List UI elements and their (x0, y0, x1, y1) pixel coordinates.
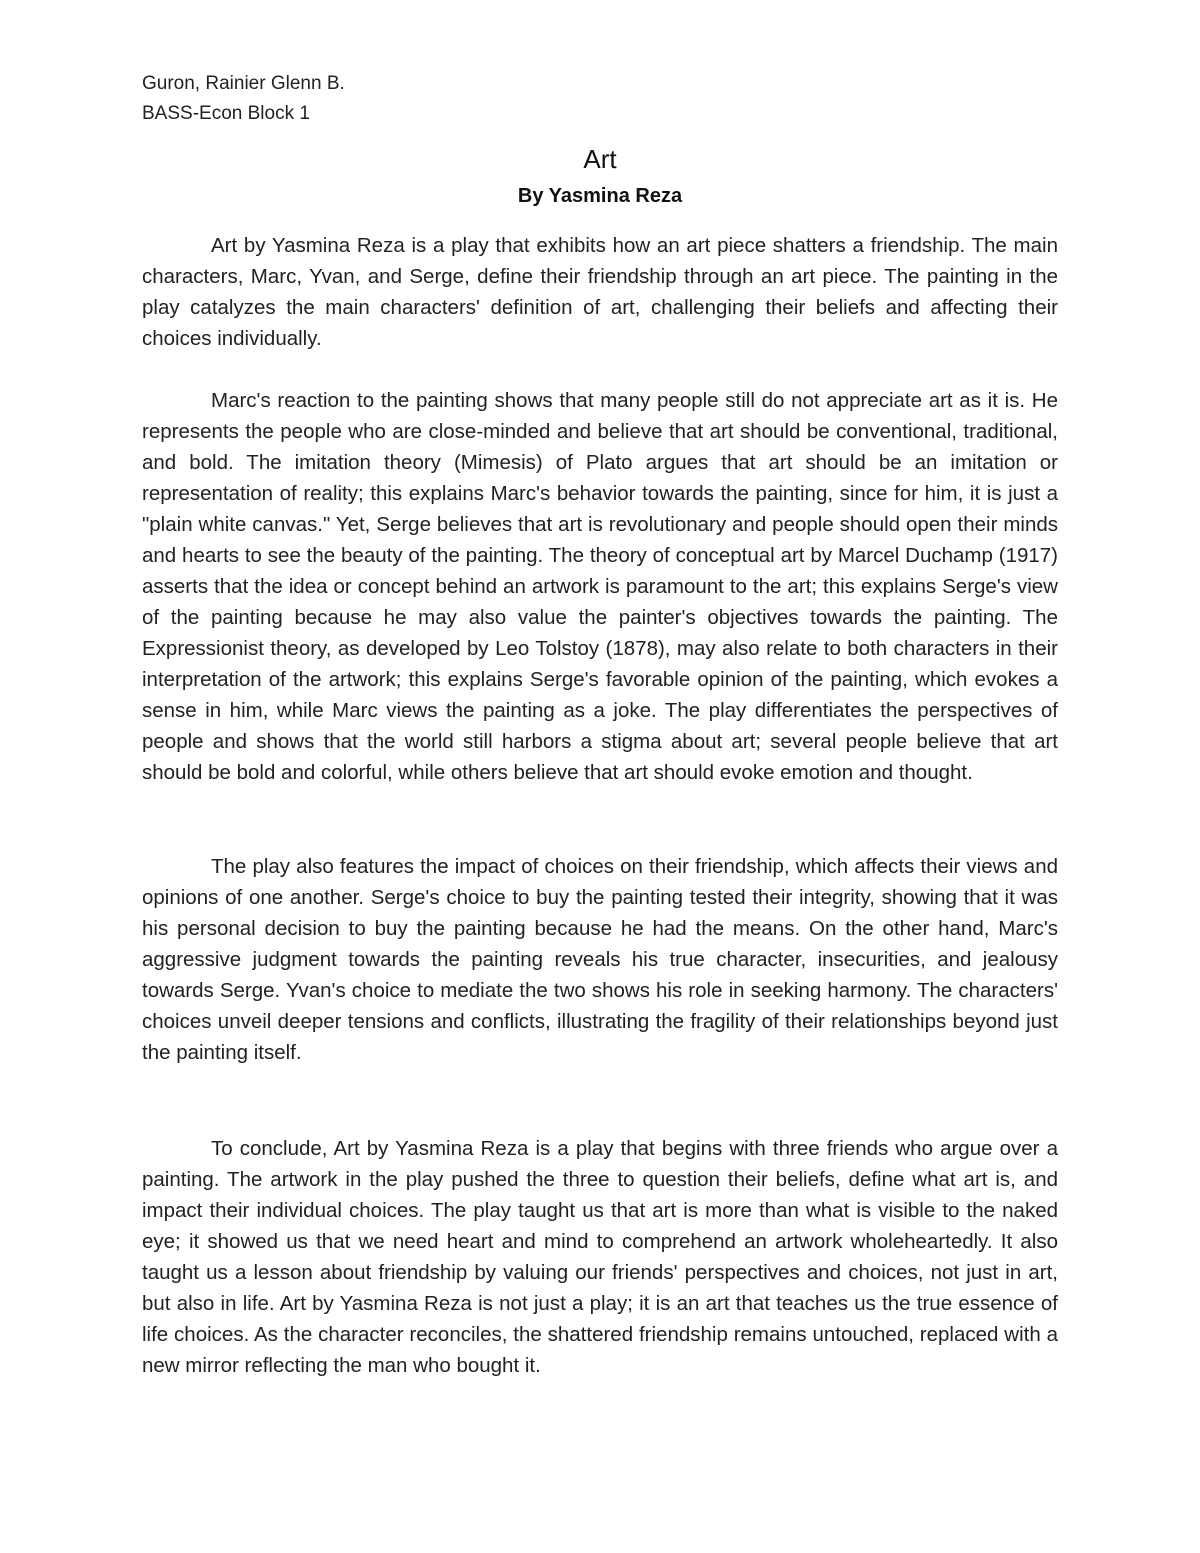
paragraph-introduction: Art by Yasmina Reza is a play that exhibits how an art piece shatters a friendship. The main characters, Marc, Yvan, and Serge, define their friendship through an art piece. The painting in the play catalyzes the main characters' definition of art, challenging their beliefs and affecting their choices individually. (142, 234, 1058, 350)
paragraph-conclusion: To conclude, Art by Yasmina Reza is a play that begins with three friends who argue over a painting. The artwork in the play pushed the three to question their beliefs, define what art is, and impact their individual choices. The play taught us that art is more than what is visible to the naked eye; it showed us that we need heart and mind to comprehend an artwork wholeheartedly. It also taught us a lesson about friendship by valuing our friends' perspectives and choices, not just in art, but also in life. Art by Yasmina Reza is not just a play; it is an art that teaches us the true essence of life choices. As the character reconciles, the shattered friendship remains untouched, replaced with a new mirror reflecting the man who bought it. (142, 1137, 1058, 1377)
document-subtitle: By Yasmina Reza (517, 185, 683, 207)
class-block: BASS-Econ Block 1 (142, 103, 310, 124)
document-title: Art (583, 144, 617, 174)
paragraph-choices: The play also features the impact of choices on their friendship, which affects their views and opinions of one another. Serge's choice to buy the painting tested their integrity, showing that it was his personal decision to buy the painting because he had the means. On the other hand, Marc's aggressive judgment towards the painting reveals his true character, insecurities, and jealousy towards Serge. Yvan's choice to mediate the two shows his role in seeking harmony. The characters' choices unveil deeper tensions and conflicts, illustrating the fragility of their relationships beyond just the painting itself. (142, 855, 1058, 1064)
paragraph-theories: Marc's reaction to the painting shows that many people still do not appreciate art as it is. He represents the people who are close-minded and believe that art should be conventional, traditional, and bold. The imitation theory (Mimesis) of Plato argues that art should be an imitation or representation of reality; this explains Marc's behavior towards the painting, since for him, it is just a "plain white canvas." Yet, Serge believes that art is revolutionary and people should open their minds and hearts to see the beauty of the painting. The theory of conceptual art by Marcel Duchamp (1917) asserts that the idea or concept behind an artwork is paramount to the art; this explains Serge's view of the painting because he may also value the painter's objectives towards the painting. The Expressionist theory, as developed by Leo Tolstoy (1878), may also relate to both characters in their interpretation of the artwork; this explains Serge's favorable opinion of the painting, which evokes a sense in him, while Marc views the painting as a joke. The play differentiates the perspectives of people and shows that the world still harbors a stigma about art; several people believe that art should be bold and colorful, while others believe that art should evoke emotion and thought. (142, 389, 1058, 784)
author-name: Guron, Rainier Glenn B. (142, 73, 345, 94)
